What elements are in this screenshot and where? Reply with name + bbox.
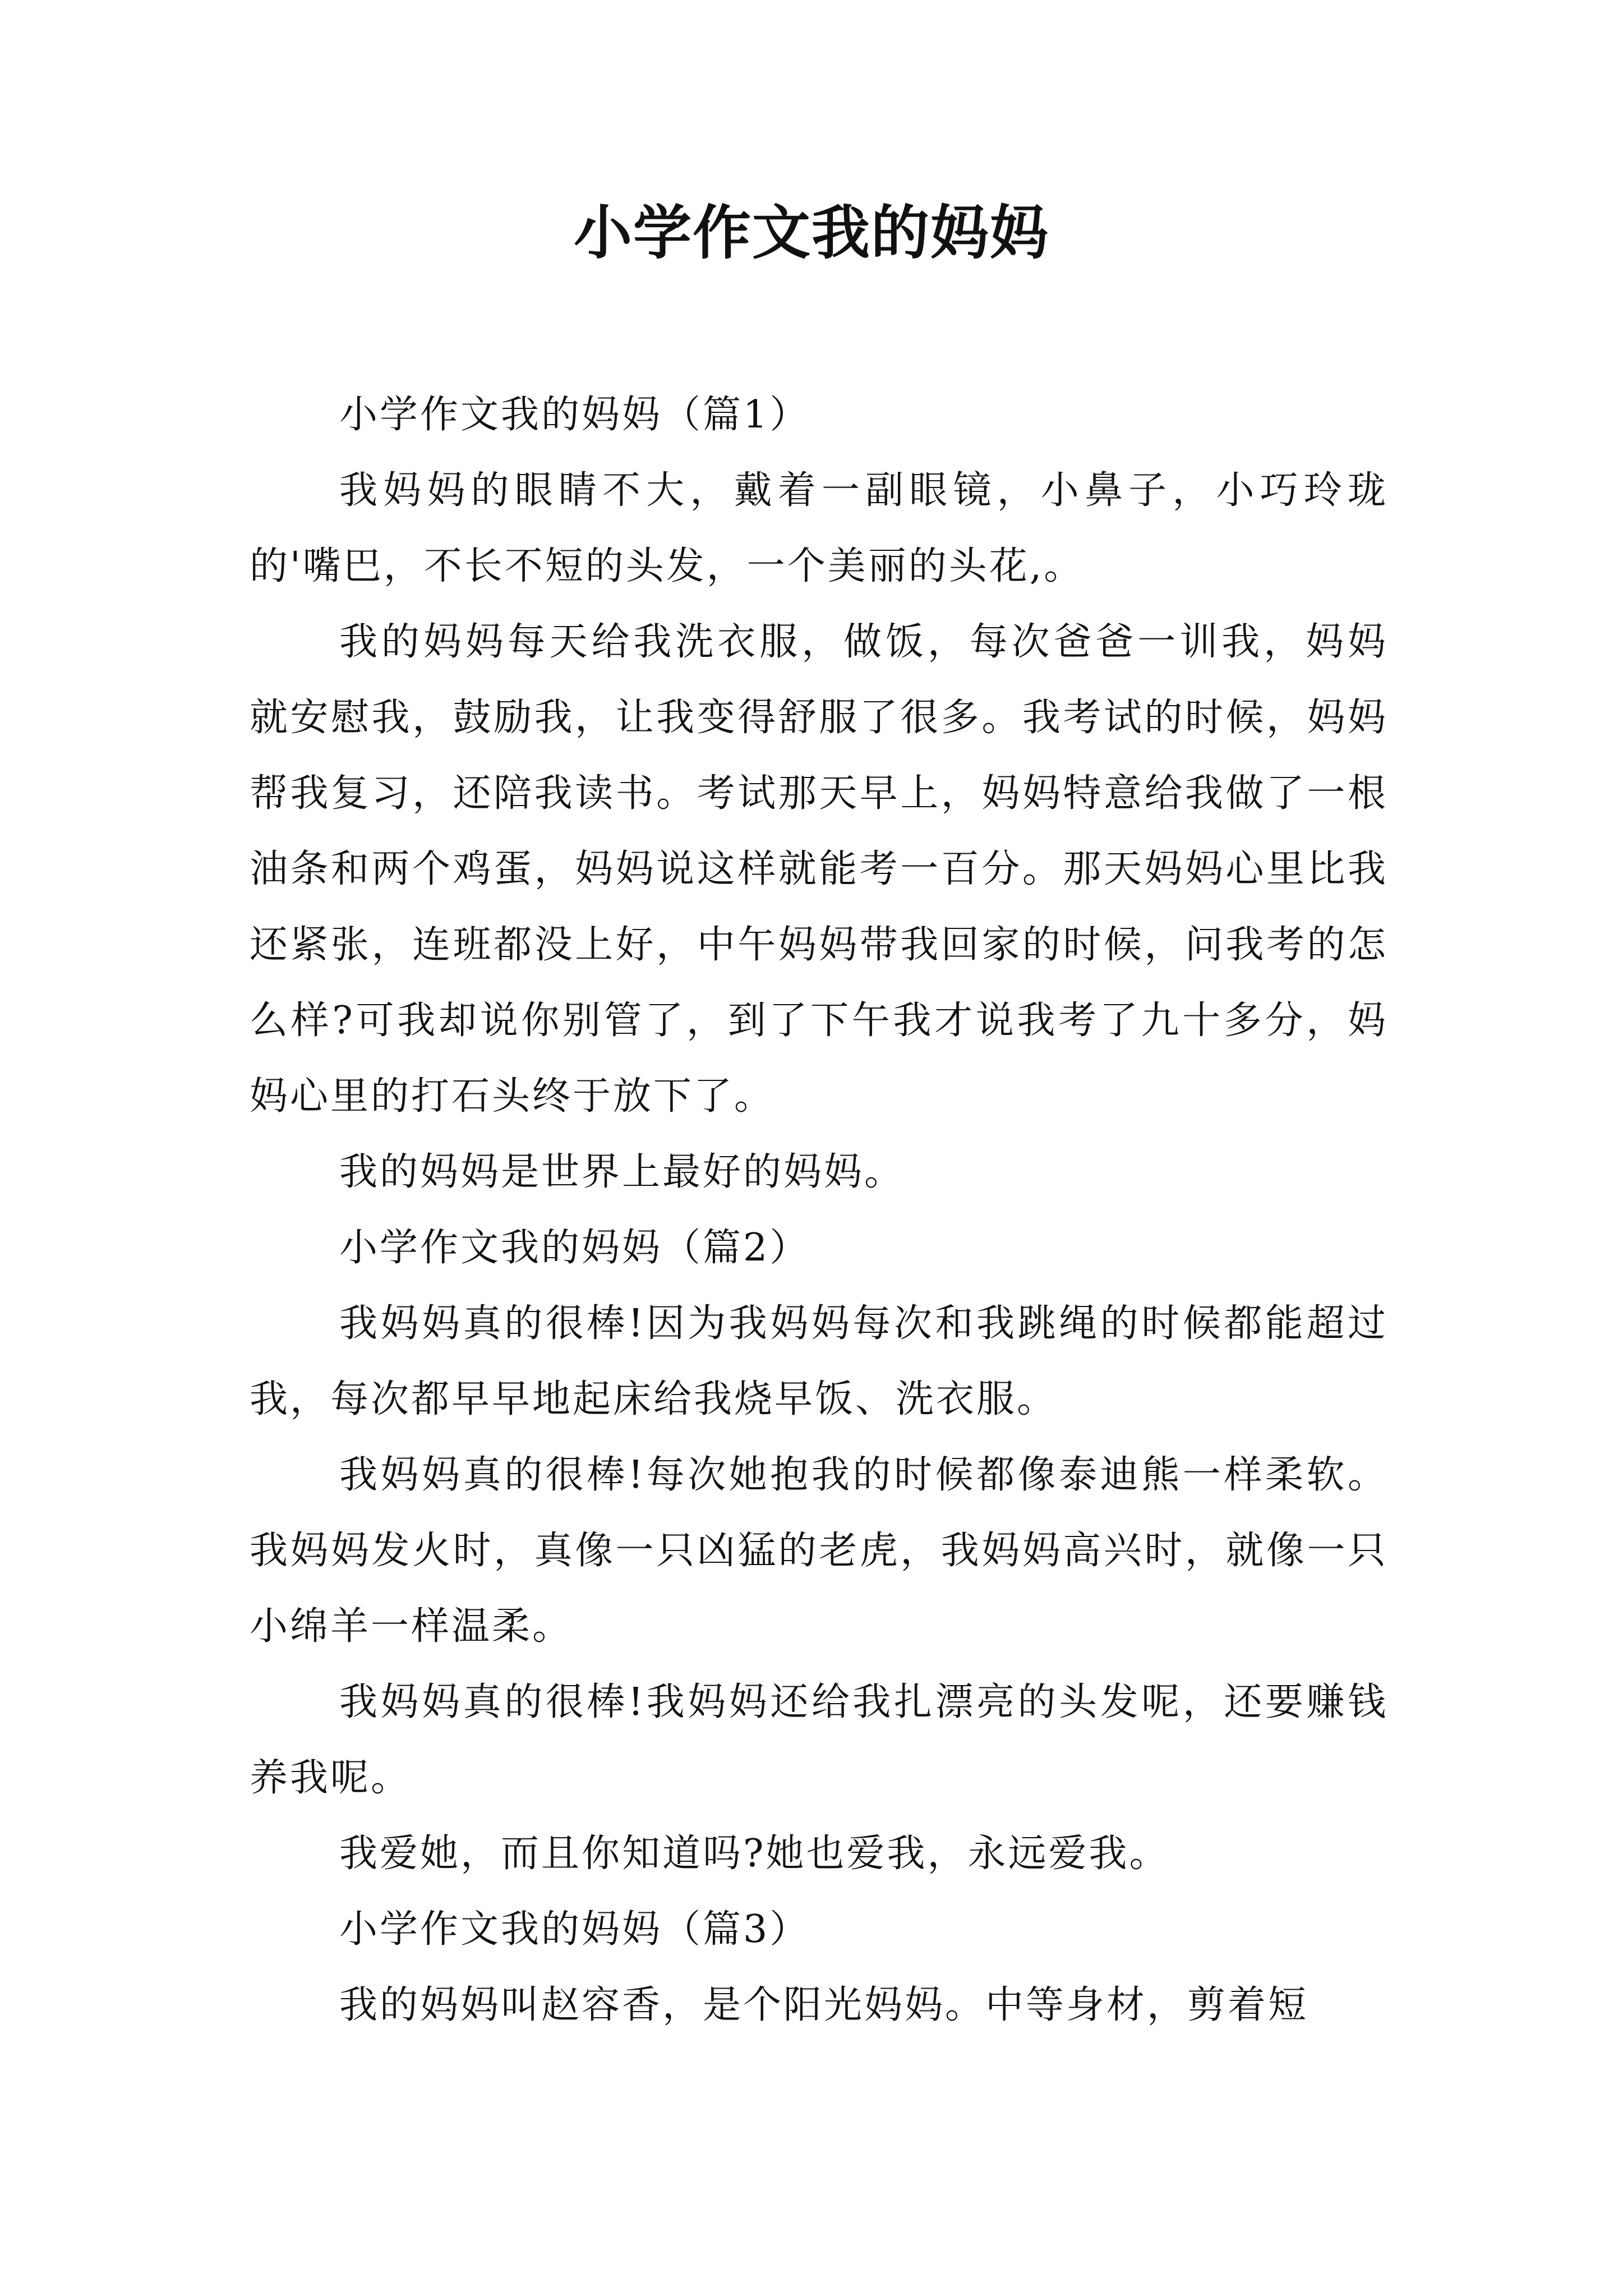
paragraph: 我妈妈真的很棒!每次她抱我的时候都像泰迪熊一样柔软。我妈妈发火时，真像一只凶猛的老虎，我妈妈高兴时，就像一只小绵羊一样温柔。 — [250, 1453, 1388, 1649]
paragraph: 我妈妈真的很棒!我妈妈还给我扎漂亮的头发呢，还要赚钱养我呢。 — [250, 1680, 1388, 1800]
paragraph: 我的妈妈叫赵容香，是个阳光妈妈。中等身材，剪着短 — [339, 1983, 1309, 2027]
paragraph: 我的妈妈是世界上最好的妈妈。 — [339, 1150, 905, 1194]
section-heading-3: 小学作文我的妈妈（篇3） — [339, 1907, 810, 1952]
section-heading-2: 小学作文我的妈妈（篇2） — [339, 1226, 810, 1270]
paragraph: 我妈妈的眼睛不大，戴着一副眼镜，小鼻子，小巧玲珑的'嘴巴，不长不短的头发，一个美丽的头花,。 — [250, 468, 1388, 588]
paragraph: 我的妈妈每天给我洗衣服，做饭，每次爸爸一训我，妈妈就安慰我，鼓励我，让我变得舒服了很多。我考试的时候，妈妈帮我复习，还陪我读书。考试那天早上，妈妈特意给我做了一根油条和两个鸡蛋，妈妈说这样就能考一百分。那天妈妈心里比我还紧张，连班都没上好，中午妈妈带我回家的时候，问我考的怎么样?可我却说你别管了，到了下午我才说我考了九十多分，妈妈心里的打石头终于放下了。 — [250, 620, 1388, 1119]
paragraph: 我爱她，而且你知道吗?她也爱我，永远爱我。 — [339, 1832, 1170, 1876]
document-title: 小学作文我的妈妈 — [573, 198, 1049, 267]
section-heading-1: 小学作文我的妈妈（篇1） — [339, 393, 810, 437]
paragraph: 我妈妈真的很棒!因为我妈妈每次和我跳绳的时候都能超过我，每次都早早地起床给我烧早饭、洗衣服。 — [250, 1301, 1388, 1421]
document-body — [250, 377, 1388, 2043]
